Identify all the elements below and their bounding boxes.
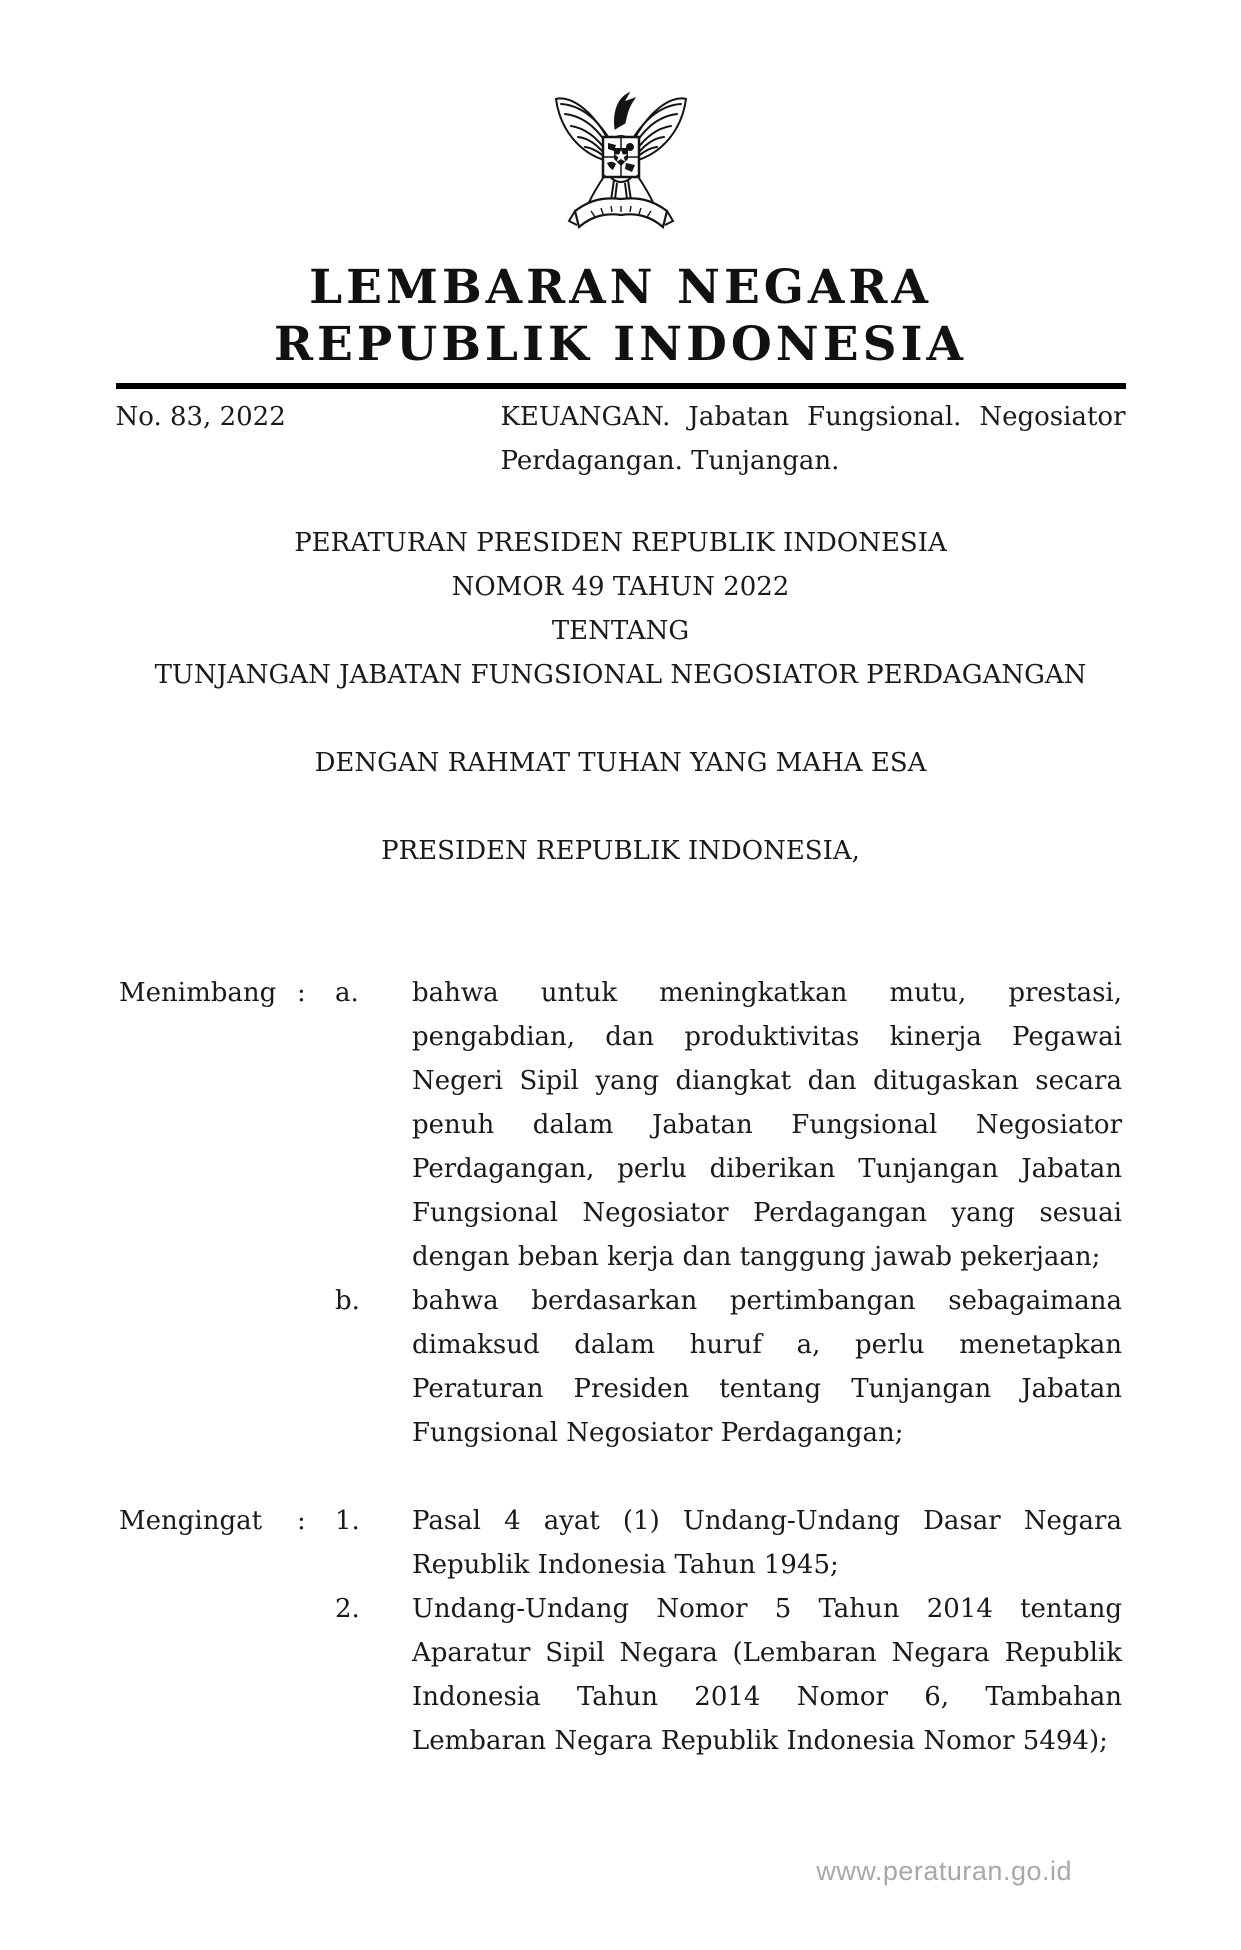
consideration-item-a-text: bahwa untuk meningkatkan mutu, prestasi, pengabdian, dan produktivitas kinerja Pegawai Negeri Sipil yang diangkat dan ditugaskan secara penuh dalam Jabatan Fungsional Negosiator Perdagangan, perlu diberikan Tunjangan Jabatan Fungsional Negosiator Perdagangan yang sesuai dengan beban kerja dan tanggung jawab pekerjaan;	[412, 978, 1122, 1272]
gazette-number: No. 83, 2022	[115, 402, 286, 432]
gazette-meta-row	[116, 395, 1126, 483]
legal-basis-section	[0, 1499, 1241, 1763]
regulation-heading-line-3: TENTANG	[551, 616, 690, 646]
masthead-title	[0, 259, 1241, 373]
spacer-cell	[119, 1279, 297, 1455]
authority-line: PRESIDEN REPUBLIK INDONESIA,	[381, 836, 860, 866]
header-rule	[116, 383, 1126, 389]
legal-item-2-marker: 2.	[335, 1594, 360, 1624]
considerations-colon: :	[297, 978, 306, 1008]
gazette-subject: KEUANGAN. Jabatan Fungsional. Negosiator Perdagangan. Tunjangan.	[500, 402, 1126, 476]
spacer-cell	[297, 1279, 335, 1455]
considerations-section	[0, 971, 1241, 1455]
consideration-item-b-text: bahwa berdasarkan pertimbangan sebagaimana dimaksud dalam huruf a, perlu menetapkan Peraturan Presiden tentang Tunjangan Jabatan Fungsional Negosiator Perdagangan;	[412, 1286, 1122, 1448]
legal-item-2-text: Undang-Undang Nomor 5 Tahun 2014 tentang Aparatur Sipil Negara (Lembaran Negara Republik Indonesia Tahun 2014 Nomor 6, Tambahan Lembaran Negara Republik Indonesia Nomor 5494);	[412, 1594, 1122, 1756]
regulation-heading-line-2: NOMOR 49 TAHUN 2022	[451, 572, 790, 602]
national-emblem	[551, 85, 691, 241]
masthead-title-line-2: REPUBLIK INDONESIA	[273, 317, 967, 372]
footer-watermark: www.peraturan.go.id	[816, 1856, 1072, 1886]
legal-item-1-marker: 1.	[335, 1506, 360, 1536]
consideration-item-b-marker: b.	[335, 1286, 360, 1316]
legal-item-1-text: Pasal 4 ayat (1) Undang-Undang Dasar Negara Republik Indonesia Tahun 1945;	[412, 1506, 1122, 1580]
spacer-cell	[119, 1587, 297, 1763]
spacer-cell	[297, 1587, 335, 1763]
regulation-heading-line-4: TUNJANGAN JABATAN FUNGSIONAL NEGOSIATOR PERDAGANGAN	[154, 660, 1087, 690]
masthead-title-line-1: LEMBARAN NEGARA	[309, 260, 932, 315]
considerations-label: Menimbang	[119, 978, 277, 1008]
garuda-pancasila-icon	[551, 85, 691, 237]
invocation-line: DENGAN RAHMAT TUHAN YANG MAHA ESA	[314, 748, 927, 778]
regulation-heading-line-1: PERATURAN PRESIDEN REPUBLIK INDONESIA	[294, 528, 947, 558]
regulation-heading	[0, 521, 1241, 697]
legal-basis-colon: :	[297, 1506, 306, 1536]
legal-basis-label: Mengingat	[119, 1506, 263, 1536]
consideration-item-a-marker: a.	[335, 978, 359, 1008]
